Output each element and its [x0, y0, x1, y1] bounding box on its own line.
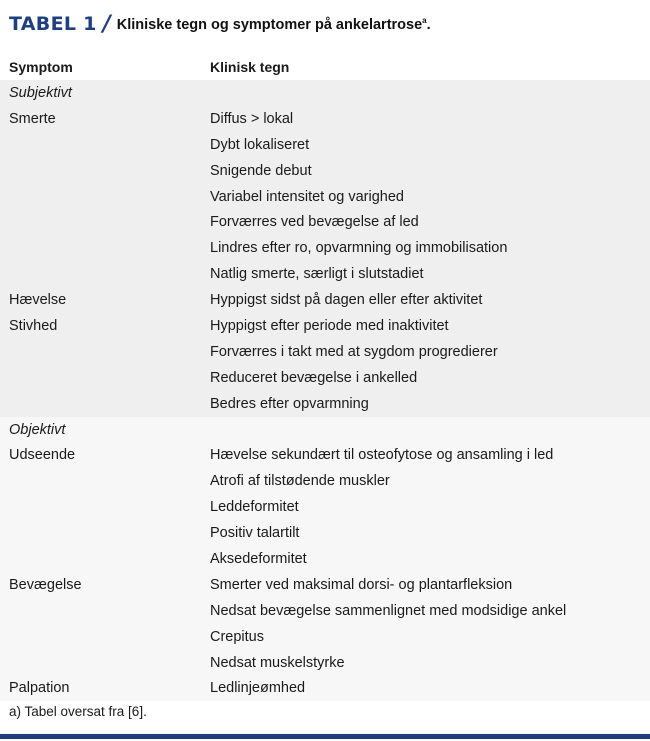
header-clinical-sign: Klinisk tegn — [210, 59, 290, 75]
symptom-table — [0, 54, 650, 701]
table-number: TABEL 1 — [9, 13, 97, 35]
table-row — [0, 546, 650, 572]
table-row — [0, 675, 650, 701]
table-header-row — [0, 54, 650, 80]
clinical-sign-cell: Crepitus — [210, 628, 264, 645]
caption-footnote-marker: a — [422, 15, 427, 25]
symptom-cell: Smerte — [9, 110, 56, 127]
table-row — [0, 158, 650, 184]
clinical-sign-cell: Positiv talartilt — [210, 525, 300, 542]
table-row — [0, 442, 650, 468]
table-row — [0, 572, 650, 598]
bottom-accent-bar — [0, 734, 650, 739]
clinical-sign-cell: Diffus > lokal — [210, 110, 294, 127]
table-row — [0, 650, 650, 676]
clinical-sign-cell: Hævelse sekundært til osteofytose og ansamling i led — [210, 447, 554, 464]
clinical-sign-cell: Reduceret bevægelse i ankelled — [210, 369, 418, 386]
clinical-sign-cell: Bedres efter opvarmning — [210, 395, 369, 412]
table-row — [0, 520, 650, 546]
table-row — [0, 106, 650, 132]
clinical-sign-cell: Nedsat bevægelse sammenlignet med modsidige ankel — [210, 602, 567, 619]
table-row — [0, 494, 650, 520]
clinical-sign-cell: Aksedeformitet — [210, 550, 307, 567]
clinical-sign-cell: Hyppigst sidst på dagen eller efter aktivitet — [210, 292, 483, 309]
symptom-cell: Hævelse — [9, 292, 67, 309]
clinical-sign-cell: Leddeformitet — [210, 499, 299, 516]
table-caption-text: Kliniske tegn og symptomer på ankelartrose — [116, 16, 423, 33]
table-row — [0, 598, 650, 624]
title-slash: / — [102, 11, 111, 37]
table-row — [0, 365, 650, 391]
clinical-sign-cell: Hyppigst efter periode med inaktivitet — [210, 317, 449, 334]
clinical-sign-cell: Variabel intensitet og varighed — [210, 188, 404, 205]
table-row — [0, 313, 650, 339]
table-caption: Kliniske tegn og symptomer på ankelartrose$^a$. — [116, 15, 431, 33]
table-row — [0, 624, 650, 650]
table-row — [0, 287, 650, 313]
clinical-sign-cell: Smerter ved maksimal dorsi- og plantarfleksion — [210, 576, 513, 593]
table-row — [0, 391, 650, 417]
table-title — [0, 0, 650, 48]
clinical-sign-cell: Natlig smerte, særligt i slutstadiet — [210, 266, 424, 283]
symptom-cell: Bevægelse — [9, 576, 82, 593]
clinical-sign-cell: Snigende debut — [210, 162, 312, 179]
table-row — [0, 339, 650, 365]
header-symptom: Symptom — [9, 59, 73, 75]
section-label: Subjektivt — [9, 84, 72, 101]
table-row — [0, 468, 650, 494]
symptom-cell: Palpation — [9, 680, 70, 697]
section-label: Objektivt — [9, 421, 66, 438]
section-row — [0, 417, 650, 443]
clinical-sign-cell: Dybt lokaliseret — [210, 136, 310, 153]
table-row — [0, 235, 650, 261]
table-body — [0, 80, 650, 701]
clinical-sign-cell: Forværres i takt med at sygdom progredierer — [210, 343, 498, 360]
table-footnote: a) Tabel oversat fra [6]. — [9, 704, 147, 719]
table-row — [0, 184, 650, 210]
clinical-sign-cell: Lindres efter ro, opvarmning og immobilisation — [210, 240, 508, 257]
symptom-cell: Stivhed — [9, 317, 58, 334]
clinical-sign-cell: Nedsat muskelstyrke — [210, 654, 345, 671]
section-row — [0, 80, 650, 106]
clinical-sign-cell: Ledlinjeømhed — [210, 680, 306, 697]
clinical-sign-cell: Forværres ved bevægelse af led — [210, 214, 419, 231]
table-row — [0, 209, 650, 235]
symptom-cell: Udseende — [9, 447, 76, 464]
table-row — [0, 132, 650, 158]
table-row — [0, 261, 650, 287]
clinical-sign-cell: Atrofi af tilstødende muskler — [210, 473, 390, 490]
